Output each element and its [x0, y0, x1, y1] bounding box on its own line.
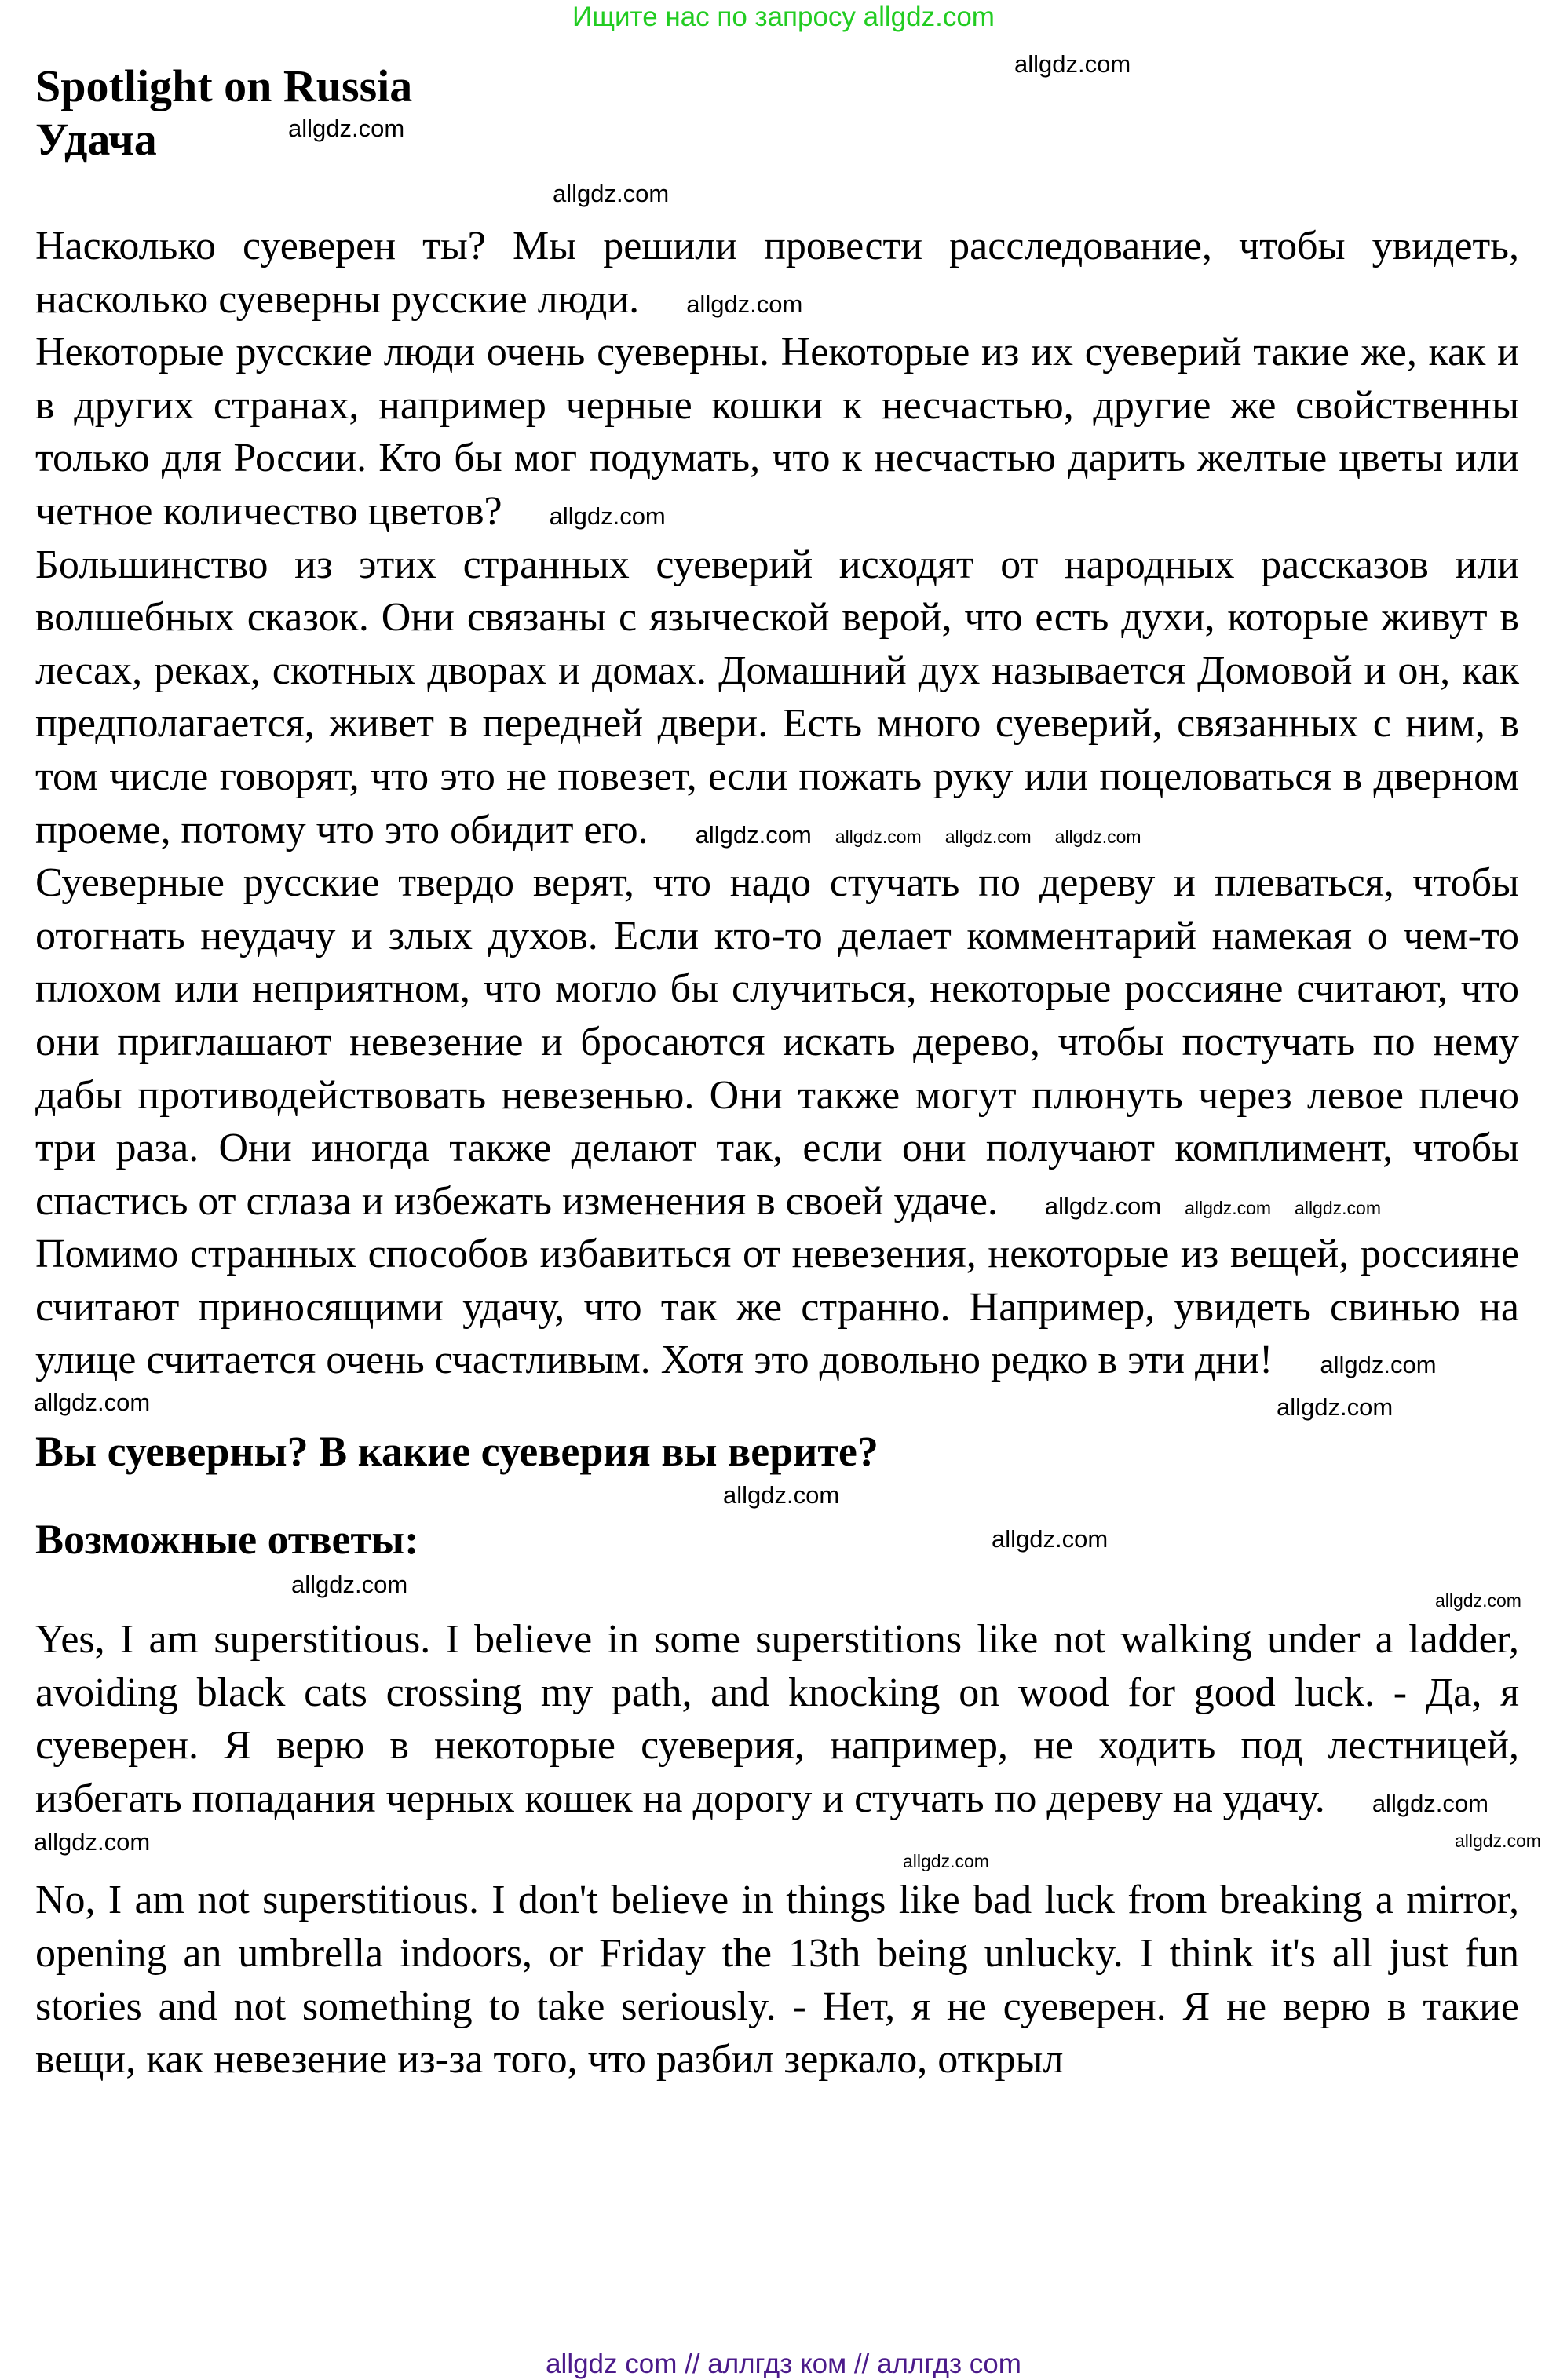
article-body — [35, 220, 1519, 1387]
watermark: allgdz.com — [1277, 1393, 1393, 1422]
answers-heading — [35, 1513, 1519, 1566]
watermark: allgdz.com — [1372, 1789, 1488, 1817]
watermark: allgdz.com — [549, 502, 666, 530]
answer-2 — [35, 1874, 1519, 2086]
watermark: allgdz.com — [1044, 1192, 1162, 1220]
watermark-row — [34, 1387, 1519, 1422]
search-banner[interactable]: Ищите нас по запросу allgdz.com — [572, 2, 995, 32]
watermark: allgdz.com — [1320, 1351, 1437, 1379]
watermark: allgdz.com — [992, 1525, 1109, 1553]
paragraph-text: Помимо странных способов избавиться от невезения, некоторые из вещей, россияне считают приносящими удачу, что так же странно. Например, увидеть свинью на улице считается очень счастливым. Хотя это довольно редко в эти дни! — [35, 1232, 1519, 1383]
paragraph — [35, 538, 1519, 857]
watermark: allgdz.com — [835, 826, 922, 847]
watermark: allgdz.com — [1014, 50, 1131, 78]
watermark: allgdz.com — [686, 290, 803, 318]
watermark: allgdz.com — [1054, 826, 1141, 847]
page-subtitle: Удача — [35, 114, 157, 165]
paragraph-text: Суеверные русские твердо верят, что надо стучать по дереву и плеваться, чтобы отогнать неудачу и злых духов. Если кто-то делает комментарий намекая о чем-то плохом или неприятном, что могло бы случиться, некоторые россияне считают, что они приглашают невезение и бросаются искать дерево, чтобы постучать по нему дабы противодействовать невезенью. Они также могут плюнуть через левое плечо три раза. Они иногда также делают так, если они получают комплимент, чтобы спастись от сглаза и избежать изменения в своей удаче. — [35, 860, 1519, 1224]
paragraph-text: Насколько суеверен ты? Мы решили провести расследование, чтобы увидеть, насколько суеверны русские люди. — [35, 224, 1519, 322]
watermark: allgdz.com — [553, 180, 670, 207]
paragraph — [35, 1228, 1519, 1387]
watermark: allgdz.com — [1435, 1590, 1521, 1612]
watermark: allgdz.com — [288, 115, 405, 142]
paragraph-text: Большинство из этих странных суеверий исходят от народных рассказов или волшебных сказок. Они связаны с языческой верой, что есть духи, которые живут в лесах, реках, скотных дворах и домах. Домашний дух называется Домовой и он, как предполагается, живет в передней двери. Есть много суеверий, связанных с ним, в том числе говорят, что это не повезет, если пожать руку или поцеловаться в дверном проеме, потому что это обидит его. — [35, 542, 1519, 852]
watermark: allgdz.com — [1295, 1197, 1381, 1218]
answer — [35, 1613, 1519, 1825]
footer-links[interactable]: allgdz com // аллгдз ком // аллгдз com — [546, 2349, 1021, 2379]
watermark-row — [35, 1566, 1519, 1613]
watermark-row — [35, 1478, 1519, 1513]
watermark: allgdz.com — [695, 820, 812, 849]
watermark: allgdz.com — [903, 1851, 989, 1872]
watermark: allgdz.com — [944, 826, 1032, 847]
answer-text: Yes, I am superstitious. I believe in some superstitions like not walking under a ladder, avoiding black cats crossing my path, and knocking on wood for good luck. - Да, я суеверен. Я верю в некоторые суеверия, например, не ходить под лестницей, избегать попадания черных кошек на дорогу и стучать по дереву на удачу. — [35, 1617, 1519, 1821]
watermark: allgdz.com — [1455, 1831, 1541, 1852]
paragraph — [35, 220, 1519, 326]
page-title: Spotlight on Russia — [35, 60, 413, 111]
watermark-row — [34, 1825, 1541, 1874]
watermark: allgdz.com — [723, 1481, 840, 1509]
paragraph — [35, 856, 1519, 1228]
paragraph-text: Некоторые русские люди очень суеверны. Некоторые из их суеверий такие же, как и в других странах, например черные кошки к несчастью, другие же свойственны только для России. Кто бы мог подумать, что к несчастью дарить желтые цветы или четное количество цветов? — [35, 330, 1519, 534]
question-heading — [35, 1425, 1519, 1478]
watermark: allgdz.com — [1185, 1197, 1272, 1218]
answer-text: No, I am not superstitious. I don't believe in things like bad luck from breaking a mirror, opening an umbrella indoors, or Friday the 13th being unlucky. I think it's all just fun stories and not something to take seriously. - Нет, я не суеверен. Я не верю в такие вещи, как невезение из-за того, что разбил зеркало, открыл — [35, 1878, 1519, 2082]
watermark: allgdz.com — [34, 1389, 151, 1417]
answer-1 — [35, 1613, 1519, 1825]
answers-heading-text: Возможные ответы: — [35, 1516, 419, 1564]
paragraph — [35, 326, 1519, 538]
question-text: Вы суеверны? В какие суеверия вы верите? — [35, 1428, 878, 1476]
watermark: allgdz.com — [291, 1571, 408, 1599]
watermark: allgdz.com — [34, 1828, 151, 1856]
content-column — [34, 220, 1541, 2086]
